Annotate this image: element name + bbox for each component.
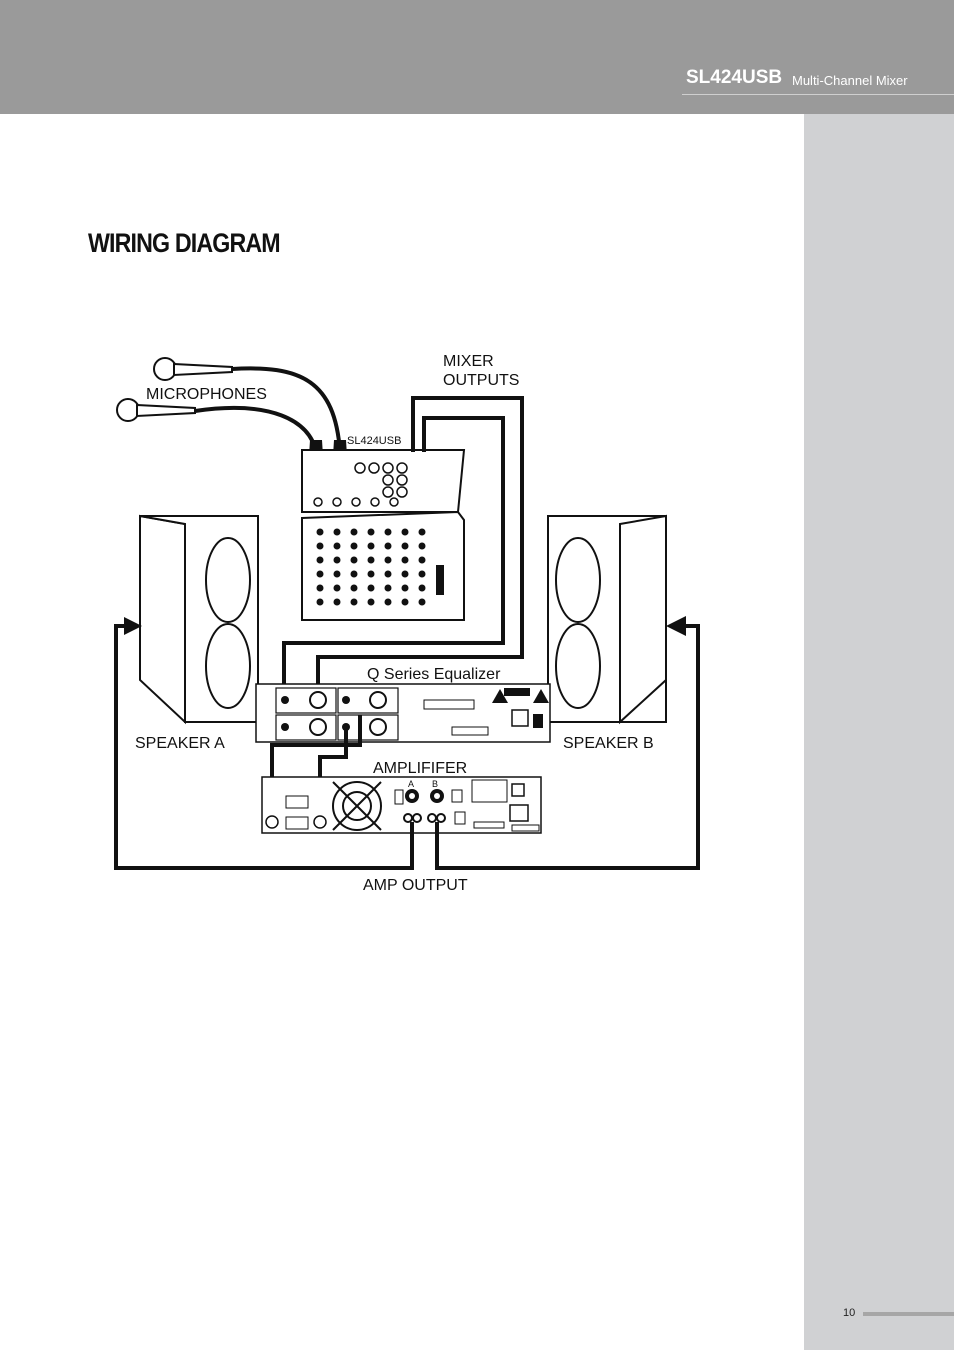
mixer-knob-icon [368, 557, 375, 564]
mixer-gain-knob-icon [371, 498, 379, 506]
mixer-knob-icon [317, 571, 324, 578]
mixer-jack-icon [383, 463, 393, 473]
mixer-jack-icon [383, 475, 393, 485]
mixer-knob-icon [351, 599, 358, 606]
amp-channel-b-label: B [432, 779, 439, 789]
mixer-knob-icon [351, 571, 358, 578]
page-number: 10 [843, 1307, 856, 1319]
speaker-b-label: SPEAKER B [563, 735, 654, 752]
mixer-knob-icon [419, 585, 426, 592]
page-title: WIRING DIAGRAM [88, 228, 280, 258]
mixer-knob-icon [385, 571, 392, 578]
mixer-knob-icon [334, 571, 341, 578]
mixer-knob-icon [368, 571, 375, 578]
mixer-jack-icon [397, 487, 407, 497]
mixer-knob-icon [402, 571, 409, 578]
mixer-gain-knob-icon [352, 498, 360, 506]
mixer-knob-icon [385, 585, 392, 592]
amp-channel-a-label: A [408, 779, 415, 789]
mixer-jack-icon [397, 475, 407, 485]
model-name: SL424USB [686, 67, 783, 88]
mixer-jack-icon [369, 463, 379, 473]
mixer-knob-icon [402, 543, 409, 550]
mixer-knob-icon [419, 529, 426, 536]
mixer-knob-icon [385, 599, 392, 606]
mixer-knob-icon [351, 529, 358, 536]
mixer-gain-knob-icon [333, 498, 341, 506]
mixer-knob-icon [317, 543, 324, 550]
mixer-knob-icon [368, 529, 375, 536]
mixer-jack-icon [383, 487, 393, 497]
mixer-knob-icon [317, 585, 324, 592]
amp-output-label: AMP OUTPUT [363, 877, 468, 894]
mixer-knob-icon [317, 557, 324, 564]
mixer-outputs-label-line1: MIXER [443, 353, 494, 370]
mixer-knob-icon [351, 585, 358, 592]
mixer-knob-icon [351, 557, 358, 564]
mixer-knob-icon [419, 557, 426, 564]
mixer-knob-icon [334, 599, 341, 606]
speaker-b-icon [548, 516, 666, 722]
mixer-knob-icon [385, 543, 392, 550]
mixer-knob-icon [419, 571, 426, 578]
mixer-jack-icon [397, 463, 407, 473]
mixer-knob-icon [402, 599, 409, 606]
amplifier-device [262, 777, 541, 833]
microphone-1-icon [154, 358, 232, 380]
mixer-knob-icon [334, 585, 341, 592]
speaker-a-label: SPEAKER A [135, 735, 225, 752]
mixer-knob-icon [317, 599, 324, 606]
mixer-knob-icon [402, 557, 409, 564]
mixer-knob-icon [351, 543, 358, 550]
speaker-a-icon [140, 516, 258, 722]
mixer-jack-icon [355, 463, 365, 473]
mixer-model-label: SL424USB [347, 435, 402, 447]
mixer-knob-icon [419, 543, 426, 550]
equalizer-label: Q Series Equalizer [367, 666, 501, 683]
mixer-knob-icon [368, 599, 375, 606]
mixer-knob-icon [334, 529, 341, 536]
mixer-knob-icon [402, 529, 409, 536]
mixer-knob-icon [368, 585, 375, 592]
equalizer-device [256, 684, 550, 742]
mixer-knob-icon [402, 585, 409, 592]
microphone-cables [195, 368, 340, 452]
mixer-gain-knob-icon [390, 498, 398, 506]
mixer-knob-icon [317, 529, 324, 536]
mixer-knob-icon [334, 543, 341, 550]
mixer-outputs-label-line2: OUTPUTS [443, 372, 520, 389]
mixer-knob-icon [334, 557, 341, 564]
mixer-knob-icon [368, 543, 375, 550]
microphones-label: MICROPHONES [146, 386, 267, 403]
amplifier-label: AMPLIFIFER [373, 760, 468, 777]
mixer-gain-knob-icon [314, 498, 322, 506]
page-bar [863, 1312, 954, 1316]
mixer-knob-icon [419, 599, 426, 606]
mixer-knob-icon [385, 557, 392, 564]
mixer-knob-icon [385, 529, 392, 536]
model-subtitle: Multi-Channel Mixer [792, 73, 908, 88]
mixer-device [302, 450, 464, 620]
